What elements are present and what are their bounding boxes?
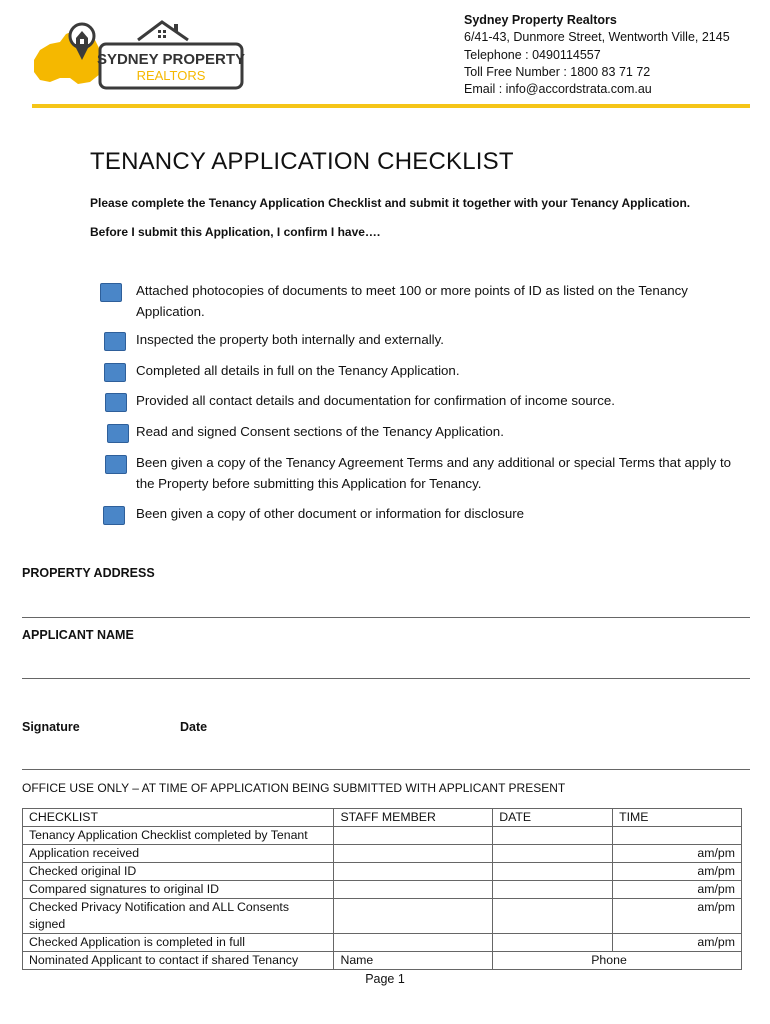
- date-cell[interactable]: [493, 863, 613, 881]
- company-telephone: Telephone : 0490114557: [464, 47, 601, 62]
- date-cell[interactable]: [493, 899, 613, 934]
- company-logo: [30, 16, 245, 94]
- company-toll-free: Toll Free Number : 1800 83 71 72: [464, 64, 651, 79]
- company-address: 6/41-43, Dunmore Street, Wentworth Ville, 2145: [464, 30, 730, 45]
- page-title: TENANCY APPLICATION CHECKLIST: [90, 148, 514, 175]
- checklist-item-text: Read and signed Consent sections of the Tenancy Application.: [136, 424, 504, 439]
- table-row: [23, 899, 742, 934]
- staff-cell[interactable]: [334, 934, 493, 952]
- checklist-item-text: Inspected the property both internally and externally.: [136, 332, 444, 347]
- office-use-title: OFFICE USE ONLY – AT TIME OF APPLICATION BEING SUBMITTED WITH APPLICANT PRESENT: [22, 781, 566, 795]
- date-cell[interactable]: [493, 934, 613, 952]
- header-divider: [32, 104, 750, 108]
- column-header-time: TIME: [613, 809, 742, 827]
- date-label: Date: [180, 720, 208, 734]
- row-label: Tenancy Application Checklist completed by Tenant: [23, 827, 334, 845]
- checklist-item-text: Attached photocopies of documents to meet 100 or more points of ID as listed on the Tenancy Application.: [136, 283, 688, 319]
- company-email: Email : info@accordstrata.com.au: [464, 82, 652, 97]
- signature-label: Signature: [22, 720, 80, 734]
- logo-text-secondary: REALTORS: [136, 68, 206, 83]
- row-label: Nominated Applicant to contact if shared Tenancy: [23, 952, 334, 970]
- checklist-item-text: Completed all details in full on the Tenancy Application.: [136, 363, 460, 378]
- table-row: [23, 952, 742, 970]
- instruction-line-2: Before I submit this Application, I confirm I have….: [90, 225, 381, 239]
- time-cell[interactable]: am/pm: [613, 881, 742, 899]
- signature-line[interactable]: [22, 769, 750, 770]
- date-cell[interactable]: [493, 845, 613, 863]
- staff-cell[interactable]: [334, 863, 493, 881]
- table-row: [23, 863, 742, 881]
- time-cell[interactable]: am/pm: [613, 863, 742, 881]
- name-cell[interactable]: Name: [334, 952, 493, 970]
- page-number: Page 1: [365, 972, 405, 986]
- table-header-row: [23, 809, 742, 827]
- column-header-date: DATE: [493, 809, 613, 827]
- table-row: [23, 881, 742, 899]
- time-cell[interactable]: am/pm: [613, 899, 742, 934]
- column-header-staff: STAFF MEMBER: [334, 809, 493, 827]
- row-label: Application received: [23, 845, 334, 863]
- office-use-table: [22, 808, 742, 970]
- checklist-item-text: Been given a copy of the Tenancy Agreement Terms and any additional or special Terms that apply to the Property before submitting this Application for Tenancy.: [136, 455, 732, 491]
- checkbox[interactable]: [104, 332, 126, 351]
- checkbox[interactable]: [105, 455, 127, 474]
- instruction-line-1: Please complete the Tenancy Application Checklist and submit it together with your Tenancy Application.: [90, 196, 691, 210]
- staff-cell[interactable]: [334, 845, 493, 863]
- checklist-item-text: Been given a copy of other document or information for disclosure: [136, 506, 525, 521]
- table-row: [23, 934, 742, 952]
- checkbox[interactable]: [105, 393, 127, 412]
- time-cell[interactable]: am/pm: [613, 934, 742, 952]
- applicant-name-label: APPLICANT NAME: [22, 628, 134, 642]
- row-label: Checked original ID: [23, 863, 334, 881]
- time-cell[interactable]: am/pm: [613, 845, 742, 863]
- house-roof-icon: [138, 22, 188, 40]
- applicant-name-line[interactable]: [22, 678, 750, 679]
- checkbox[interactable]: [107, 424, 129, 443]
- checkbox[interactable]: [100, 283, 122, 302]
- row-label: Compared signatures to original ID: [23, 881, 334, 899]
- column-header-checklist: CHECKLIST: [23, 809, 334, 827]
- row-label: Checked Application is completed in full: [23, 934, 334, 952]
- contact-block: [464, 12, 730, 98]
- property-address-label: PROPERTY ADDRESS: [22, 566, 155, 580]
- staff-cell[interactable]: [334, 881, 493, 899]
- staff-cell[interactable]: [334, 827, 493, 845]
- checklist-item-text: Provided all contact details and documentation for confirmation of income source.: [136, 393, 615, 408]
- company-name: Sydney Property Realtors: [464, 13, 617, 27]
- checkbox[interactable]: [104, 363, 126, 382]
- date-cell[interactable]: [493, 827, 613, 845]
- date-cell[interactable]: [493, 881, 613, 899]
- logo-text-primary: SYDNEY PROPERTY: [96, 51, 245, 68]
- time-cell[interactable]: [613, 827, 742, 845]
- phone-cell[interactable]: Phone: [493, 952, 742, 970]
- table-row: [23, 827, 742, 845]
- table-row: [23, 845, 742, 863]
- property-address-line[interactable]: [22, 617, 750, 618]
- row-label: Checked Privacy Notification and ALL Consents signed: [23, 899, 334, 934]
- staff-cell[interactable]: [334, 899, 493, 934]
- checkbox[interactable]: [103, 506, 125, 525]
